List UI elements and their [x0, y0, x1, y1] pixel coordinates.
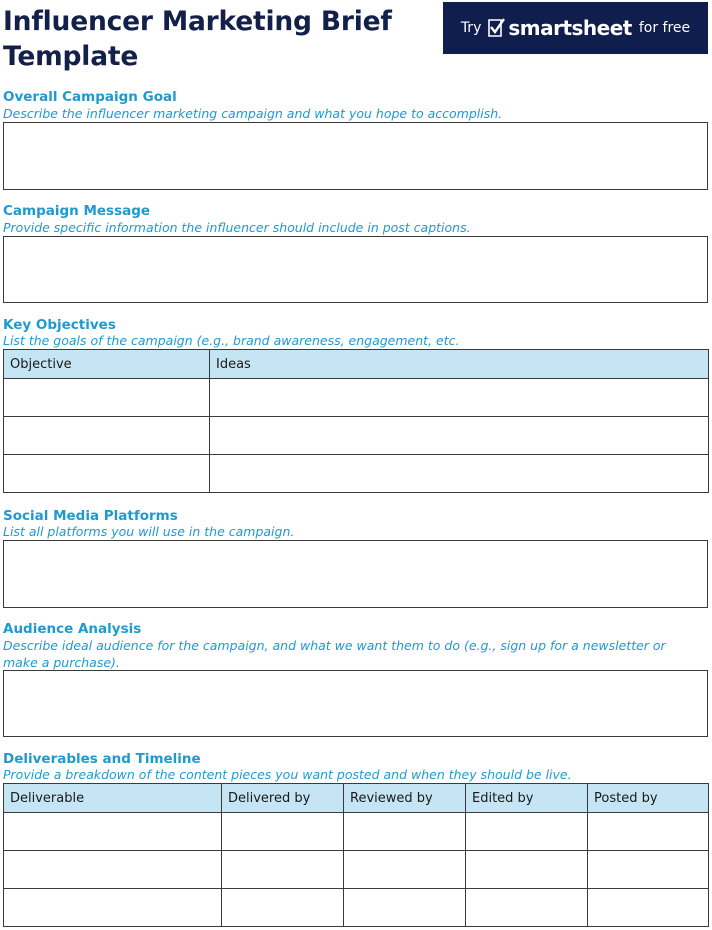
title-line-2: Template: [3, 41, 139, 72]
goal-description: Describe the influencer marketing campaign and what you hope to accomplish.: [3, 106, 503, 121]
column-header-reviewed-by: Reviewed by: [344, 784, 466, 813]
table-cell[interactable]: [210, 417, 709, 455]
deliverables-description: Provide a breakdown of the content pieces you want posted and when they should be live.: [3, 767, 572, 782]
table-header-row: [4, 784, 709, 813]
checkmark-logo-icon: [487, 18, 505, 38]
goal-heading: Overall Campaign Goal: [3, 89, 177, 105]
audience-input-box[interactable]: [3, 670, 708, 737]
message-description: Provide specific information the influencer should include in post captions.: [3, 220, 471, 235]
column-header-posted-by: Posted by: [588, 784, 709, 813]
message-heading: Campaign Message: [3, 203, 151, 219]
platforms-heading: Social Media Platforms: [3, 508, 178, 524]
platforms-input-box[interactable]: [3, 540, 708, 608]
table-cell[interactable]: [466, 813, 588, 851]
platforms-description: List all platforms you will use in the campaign.: [3, 524, 295, 539]
table-header-row: [4, 350, 709, 379]
objectives-table: [3, 349, 709, 493]
message-input-box[interactable]: [3, 236, 708, 303]
banner-try-text: Try: [460, 20, 482, 36]
table-cell[interactable]: [4, 813, 222, 851]
table-cell[interactable]: [4, 851, 222, 889]
table-cell[interactable]: [466, 889, 588, 927]
table-cell[interactable]: [588, 813, 709, 851]
table-cell[interactable]: [210, 455, 709, 493]
goal-input-box[interactable]: [3, 122, 708, 190]
title-line-1: Influencer Marketing Brief: [3, 6, 392, 37]
table-cell[interactable]: [4, 417, 210, 455]
table-cell[interactable]: [344, 813, 466, 851]
table-cell[interactable]: [466, 851, 588, 889]
table-row: [4, 455, 709, 493]
table-cell[interactable]: [222, 813, 344, 851]
table-cell[interactable]: [344, 851, 466, 889]
column-header-delivered-by: Delivered by: [222, 784, 344, 813]
column-header-ideas: Ideas: [210, 350, 709, 379]
table-cell[interactable]: [588, 851, 709, 889]
table-cell[interactable]: [210, 379, 709, 417]
table-row: [4, 813, 709, 851]
table-cell[interactable]: [588, 889, 709, 927]
audience-description: Describe ideal audience for the campaign, and what we want them to do (e.g., sign up for a newsletter or make a purchase).: [3, 638, 666, 670]
table-cell[interactable]: [4, 379, 210, 417]
table-cell[interactable]: [222, 851, 344, 889]
page-title: [3, 4, 392, 74]
deliverables-heading: Deliverables and Timeline: [3, 751, 201, 767]
table-row: [4, 889, 709, 927]
banner-free-text: for free: [638, 20, 691, 36]
objectives-description: List the goals of the campaign (e.g., brand awareness, engagement, etc.: [3, 333, 460, 348]
deliverables-table: [3, 783, 709, 927]
table-cell[interactable]: [222, 889, 344, 927]
table-row: [4, 851, 709, 889]
column-header-objective: Objective: [4, 350, 210, 379]
banner-brand-text: smartsheet: [508, 16, 632, 40]
table-row: [4, 417, 709, 455]
table-cell[interactable]: [344, 889, 466, 927]
audience-heading: Audience Analysis: [3, 621, 142, 637]
smartsheet-banner[interactable]: [443, 2, 708, 54]
table-cell[interactable]: [4, 889, 222, 927]
column-header-deliverable: Deliverable: [4, 784, 222, 813]
objectives-heading: Key Objectives: [3, 317, 116, 333]
column-header-edited-by: Edited by: [466, 784, 588, 813]
table-row: [4, 379, 709, 417]
table-cell[interactable]: [4, 455, 210, 493]
